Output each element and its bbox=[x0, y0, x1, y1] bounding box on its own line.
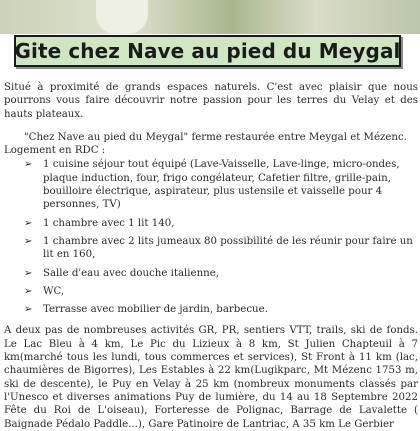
list-item: ➢ Salle d'eau avec douche italienne, bbox=[24, 267, 219, 279]
arrow-bullet-icon: ➢ bbox=[24, 285, 33, 297]
features-list bbox=[4, 158, 418, 316]
intro-paragraph: Situé à proximité de grands espaces naturels. C'est avec plaisir que nous pourrons vous faire découvrir notre passion pour les terres du Velay et des hauts plateaux. bbox=[4, 82, 418, 120]
list-item: ➢ 1 chambre avec 1 lit 140, bbox=[24, 217, 175, 229]
document-body bbox=[4, 81, 418, 431]
farm-description: "Chez Nave au pied du Meygal" ferme restaurée entre Meygal et Mézenc. bbox=[24, 131, 407, 143]
title-banner bbox=[14, 35, 401, 67]
activities-paragraph: A deux pas de nombreuses activités GR, PR, sentiers VTT, trails, ski de fonds. Le Lac Bleu à 4 km, Le Pic du Lizieux à 8 km, St Julien Chapteuil à 7 km(marché tous les lundi, tous commerces et services), St Front à 11 km (lac, chaumières de Bigorres), Les Estables à 22 km(Lugikparc, Mt Mézenc 1753 m, ski de descente), le Puy en Velay à 25 km (nombreux monuments classés par l'Unesco et diverses animations Puy de lumière, du 14 au 18 Septembre 2022 Fête du Roi de L'oiseau), Forteresse de Polignac, Barrage de Lavalette ( Baignade Pédalo Paddle...), Gare Patinoire de Lantriac, A 35 km Le Gerbier bbox=[4, 325, 418, 430]
header-photo bbox=[0, 0, 420, 34]
arrow-bullet-icon: ➢ bbox=[24, 159, 33, 171]
page-title: Gite chez Nave au pied du Meygal bbox=[14, 39, 401, 63]
list-item: ➢ WC, bbox=[24, 285, 65, 297]
arrow-bullet-icon: ➢ bbox=[24, 304, 33, 316]
arrow-bullet-icon: ➢ bbox=[24, 267, 33, 279]
logement-label: Logement en RDC : bbox=[4, 145, 106, 157]
list-item: ➢ 1 chambre avec 2 lits jumeaux 80 possibilité de les réunir pour faire un lit en 160, bbox=[24, 235, 413, 261]
arrow-bullet-icon: ➢ bbox=[24, 235, 33, 247]
list-item: ➢ Terrasse avec mobilier de jardin, barbecue. bbox=[24, 304, 268, 316]
list-item: ➢ 1 cuisine séjour tout équipé (Lave-Vaisselle, Lave-linge, micro-ondes, plaque induction, four, frigo congélateur, Cafetier filtre, grille-pain, bouilloire électrique, aspirateur, plus ustensile et vaisselle pour 4 personnes, TV) bbox=[24, 159, 400, 211]
arrow-bullet-icon: ➢ bbox=[24, 217, 33, 229]
